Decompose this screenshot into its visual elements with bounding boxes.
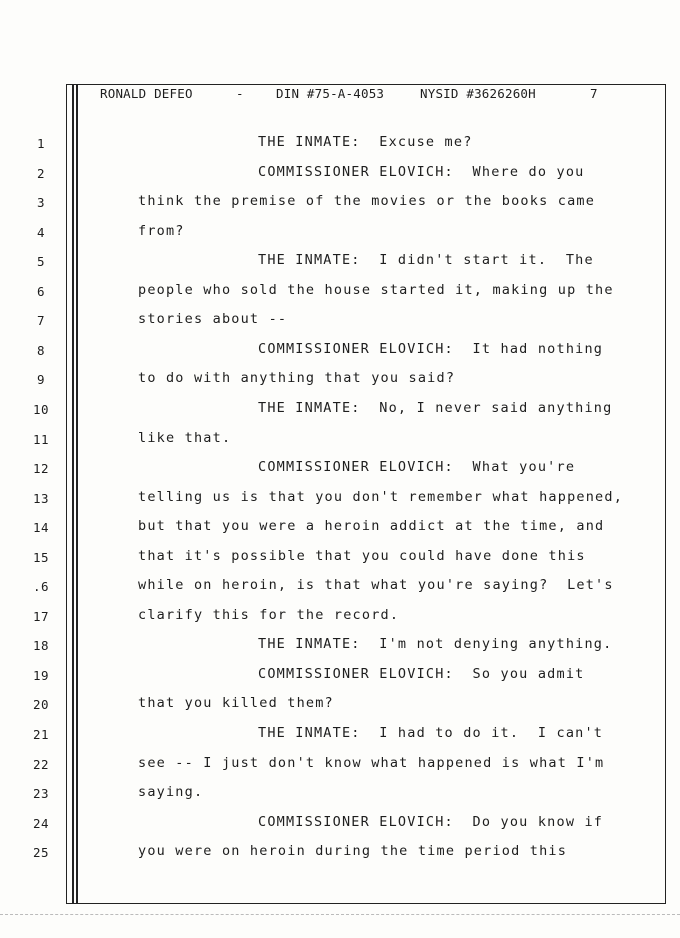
line-number: 15	[32, 550, 50, 565]
line-number: 3	[36, 195, 46, 210]
transcript-line: COMMISSIONER ELOVICH: So you admit	[258, 666, 585, 682]
transcript-line: THE INMATE: No, I never said anything	[258, 400, 613, 416]
transcript-line: saying.	[138, 784, 204, 800]
line-number: 1	[36, 136, 46, 151]
line-number: 2	[36, 166, 46, 181]
line-number: 10	[32, 402, 50, 417]
line-number: 9	[36, 372, 46, 387]
transcript-line: COMMISSIONER ELOVICH: What you're	[258, 459, 576, 475]
line-number: 14	[32, 520, 50, 535]
line-number: 6	[36, 284, 46, 299]
line-number: 23	[32, 786, 50, 801]
transcript-line: that you killed them?	[138, 695, 334, 711]
transcript-line: COMMISSIONER ELOVICH: Where do you	[258, 164, 585, 180]
transcript-line: THE INMATE: I didn't start it. The	[258, 252, 594, 268]
margin-rule-left-outer	[72, 84, 74, 904]
bottom-dashed-rule	[0, 914, 680, 915]
line-number: 17	[32, 609, 50, 624]
transcript-line: but that you were a heroin addict at the time, and	[138, 518, 605, 534]
line-number: 13	[32, 491, 50, 506]
transcript-line: while on heroin, is that what you're saying? Let's	[138, 577, 614, 593]
line-number: .6	[32, 579, 50, 594]
line-number: 19	[32, 668, 50, 683]
header-separator: -	[236, 86, 244, 101]
line-number: 18	[32, 638, 50, 653]
transcript-line: stories about --	[138, 311, 288, 327]
line-number: 8	[36, 343, 46, 358]
transcript-line: telling us is that you don't remember what happened,	[138, 489, 624, 505]
line-number: 12	[32, 461, 50, 476]
transcript-line: see -- I just don't know what happened is what I'm	[138, 755, 605, 771]
line-number: 22	[32, 757, 50, 772]
transcript-line: that it's possible that you could have done this	[138, 548, 586, 564]
line-number: 21	[32, 727, 50, 742]
header-name: RONALD DEFEO	[100, 86, 193, 101]
transcript-line: like that.	[138, 430, 232, 446]
header-din: DIN #75-A-4053	[276, 86, 385, 101]
transcript-line: people who sold the house started it, making up the	[138, 282, 614, 298]
line-number: 4	[36, 225, 46, 240]
page-header	[100, 86, 640, 104]
transcript-line: THE INMATE: Excuse me?	[258, 134, 473, 150]
page-number: 7	[590, 86, 598, 101]
transcript-line: COMMISSIONER ELOVICH: It had nothing	[258, 341, 604, 357]
line-number: 24	[32, 816, 50, 831]
transcript-line: to do with anything that you said?	[138, 370, 456, 386]
margin-rule-left-inner	[76, 84, 78, 904]
transcript-line: THE INMATE: I'm not denying anything.	[258, 636, 613, 652]
transcript-line: clarify this for the record.	[138, 607, 400, 623]
line-number: 11	[32, 432, 50, 447]
transcript-line: THE INMATE: I had to do it. I can't	[258, 725, 604, 741]
transcript-line: COMMISSIONER ELOVICH: Do you know if	[258, 814, 604, 830]
line-number: 5	[36, 254, 46, 269]
line-number: 20	[32, 697, 50, 712]
transcript-line: from?	[138, 223, 185, 239]
transcript-line: you were on heroin during the time period this	[138, 843, 568, 859]
header-nysid: NYSID #3626260H	[420, 86, 536, 101]
transcript-line: think the premise of the movies or the books came	[138, 193, 596, 209]
line-number: 7	[36, 313, 46, 328]
line-number: 25	[32, 845, 50, 860]
